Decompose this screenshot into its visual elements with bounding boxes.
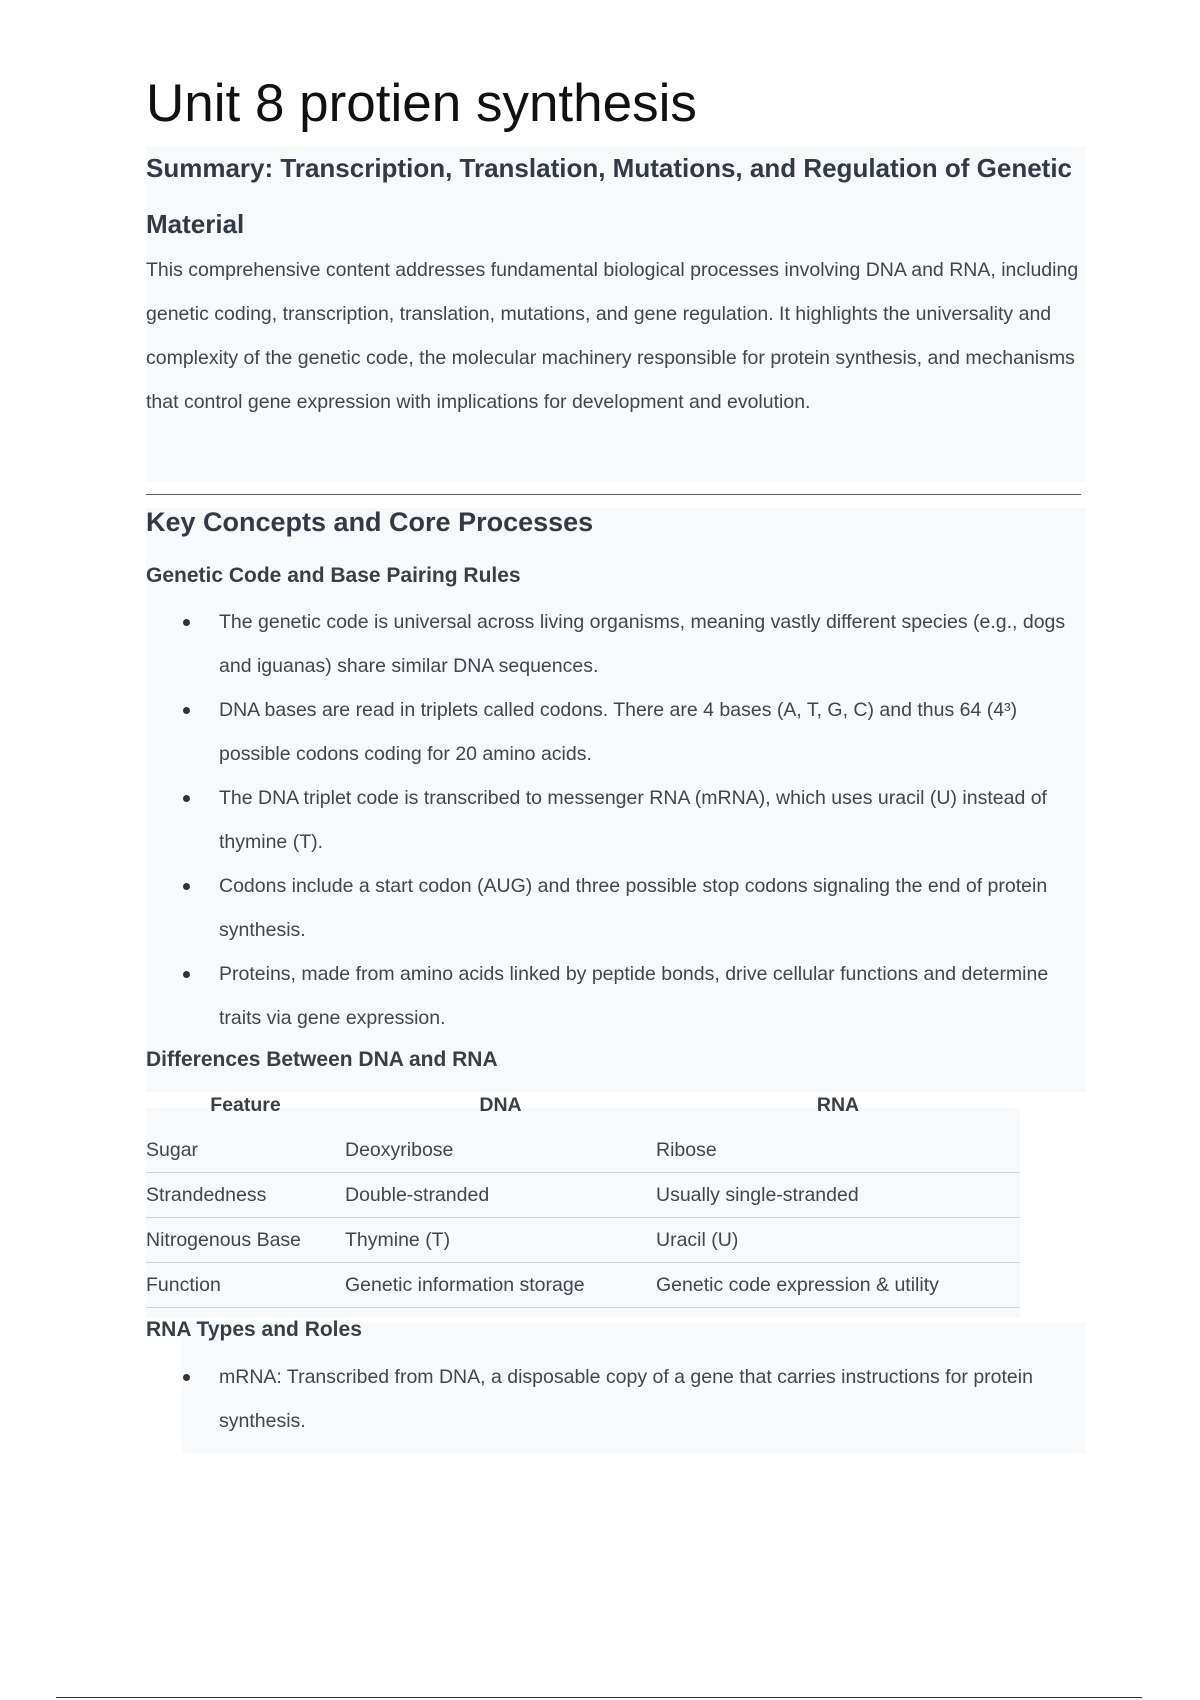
table-cell: Usually single-stranded: [656, 1173, 1020, 1218]
table-cell: Sugar: [146, 1128, 345, 1173]
table-row: [146, 1173, 1020, 1218]
bullet-icon: [183, 795, 190, 802]
key-concepts-heading: Key Concepts and Core Processes: [146, 507, 594, 537]
table-cell: Deoxyribose: [345, 1128, 656, 1173]
genetic-code-list: [182, 600, 1086, 1040]
column-header-rna: RNA: [816, 1093, 860, 1116]
page-title: Unit 8 protien synthesis: [146, 74, 697, 133]
table-cell: Thymine (T): [345, 1218, 656, 1263]
bullet-icon: [183, 883, 190, 890]
table-row: [146, 1128, 1020, 1173]
table-cell: Uracil (U): [656, 1218, 1020, 1263]
bullet-icon: [183, 1374, 190, 1381]
list-item-text: Proteins, made from amino acids linked by peptide bonds, drive cellular functions and determine traits via gene expression.: [219, 963, 1049, 1029]
table-cell: Genetic code expression & utility: [656, 1263, 1020, 1308]
table-cell: Function: [146, 1263, 345, 1308]
table-cell: Nitrogenous Base: [146, 1218, 345, 1263]
column-header-dna: DNA: [479, 1093, 522, 1116]
table-header-row: [146, 1082, 1020, 1128]
section-divider: [146, 494, 1081, 495]
summary-paragraph: This comprehensive content addresses fundamental biological processes involving DNA and RNA, including genetic coding, transcription, translation, mutations, and gene regulation. It highlights the universality and complexity of the genetic code, the molecular machinery responsible for protein synthesis, and mechanisms that control gene expression with implications for development and evolution.: [146, 259, 1079, 413]
list-item: [182, 952, 1086, 1040]
bullet-icon: [183, 619, 190, 626]
table-cell: Strandedness: [146, 1173, 345, 1218]
list-item: [182, 864, 1086, 952]
page-bottom-border: [56, 1697, 1142, 1698]
rna-types-heading: RNA Types and Roles: [146, 1318, 362, 1341]
list-item-text: The genetic code is universal across living organisms, meaning vastly different species (e.g., dogs and iguanas) share similar DNA sequences.: [219, 611, 1066, 677]
genetic-code-heading: Genetic Code and Base Pairing Rules: [146, 564, 521, 587]
list-item: [182, 1355, 1086, 1443]
table-cell: Genetic information storage: [345, 1263, 656, 1308]
bullet-icon: [183, 707, 190, 714]
table-row: [146, 1263, 1020, 1308]
summary-heading: Summary: Transcription, Translation, Mutations, and Regulation of Genetic Material: [146, 153, 1073, 239]
table-cell: Double-stranded: [345, 1173, 656, 1218]
table-cell: Ribose: [656, 1128, 1020, 1173]
list-item-text: DNA bases are read in triplets called codons. There are 4 bases (A, T, G, C) and thus 64 (4³) possible codons coding for 20 amino acids.: [219, 699, 1018, 765]
list-item-text: Codons include a start codon (AUG) and three possible stop codons signaling the end of protein synthesis.: [219, 875, 1048, 941]
list-item: [182, 688, 1086, 776]
list-item: [182, 776, 1086, 864]
dna-rna-table: [146, 1082, 1020, 1308]
bullet-icon: [183, 971, 190, 978]
table-row: [146, 1218, 1020, 1263]
dna-rna-differences-heading: Differences Between DNA and RNA: [146, 1048, 498, 1071]
rna-types-list: [182, 1355, 1086, 1443]
column-header-feature: Feature: [210, 1093, 281, 1116]
list-item: [182, 600, 1086, 688]
list-item-text: The DNA triplet code is transcribed to messenger RNA (mRNA), which uses uracil (U) instead of thymine (T).: [219, 787, 1047, 853]
list-item-text: mRNA: Transcribed from DNA, a disposable copy of a gene that carries instructions for protein synthesis.: [219, 1366, 1033, 1432]
